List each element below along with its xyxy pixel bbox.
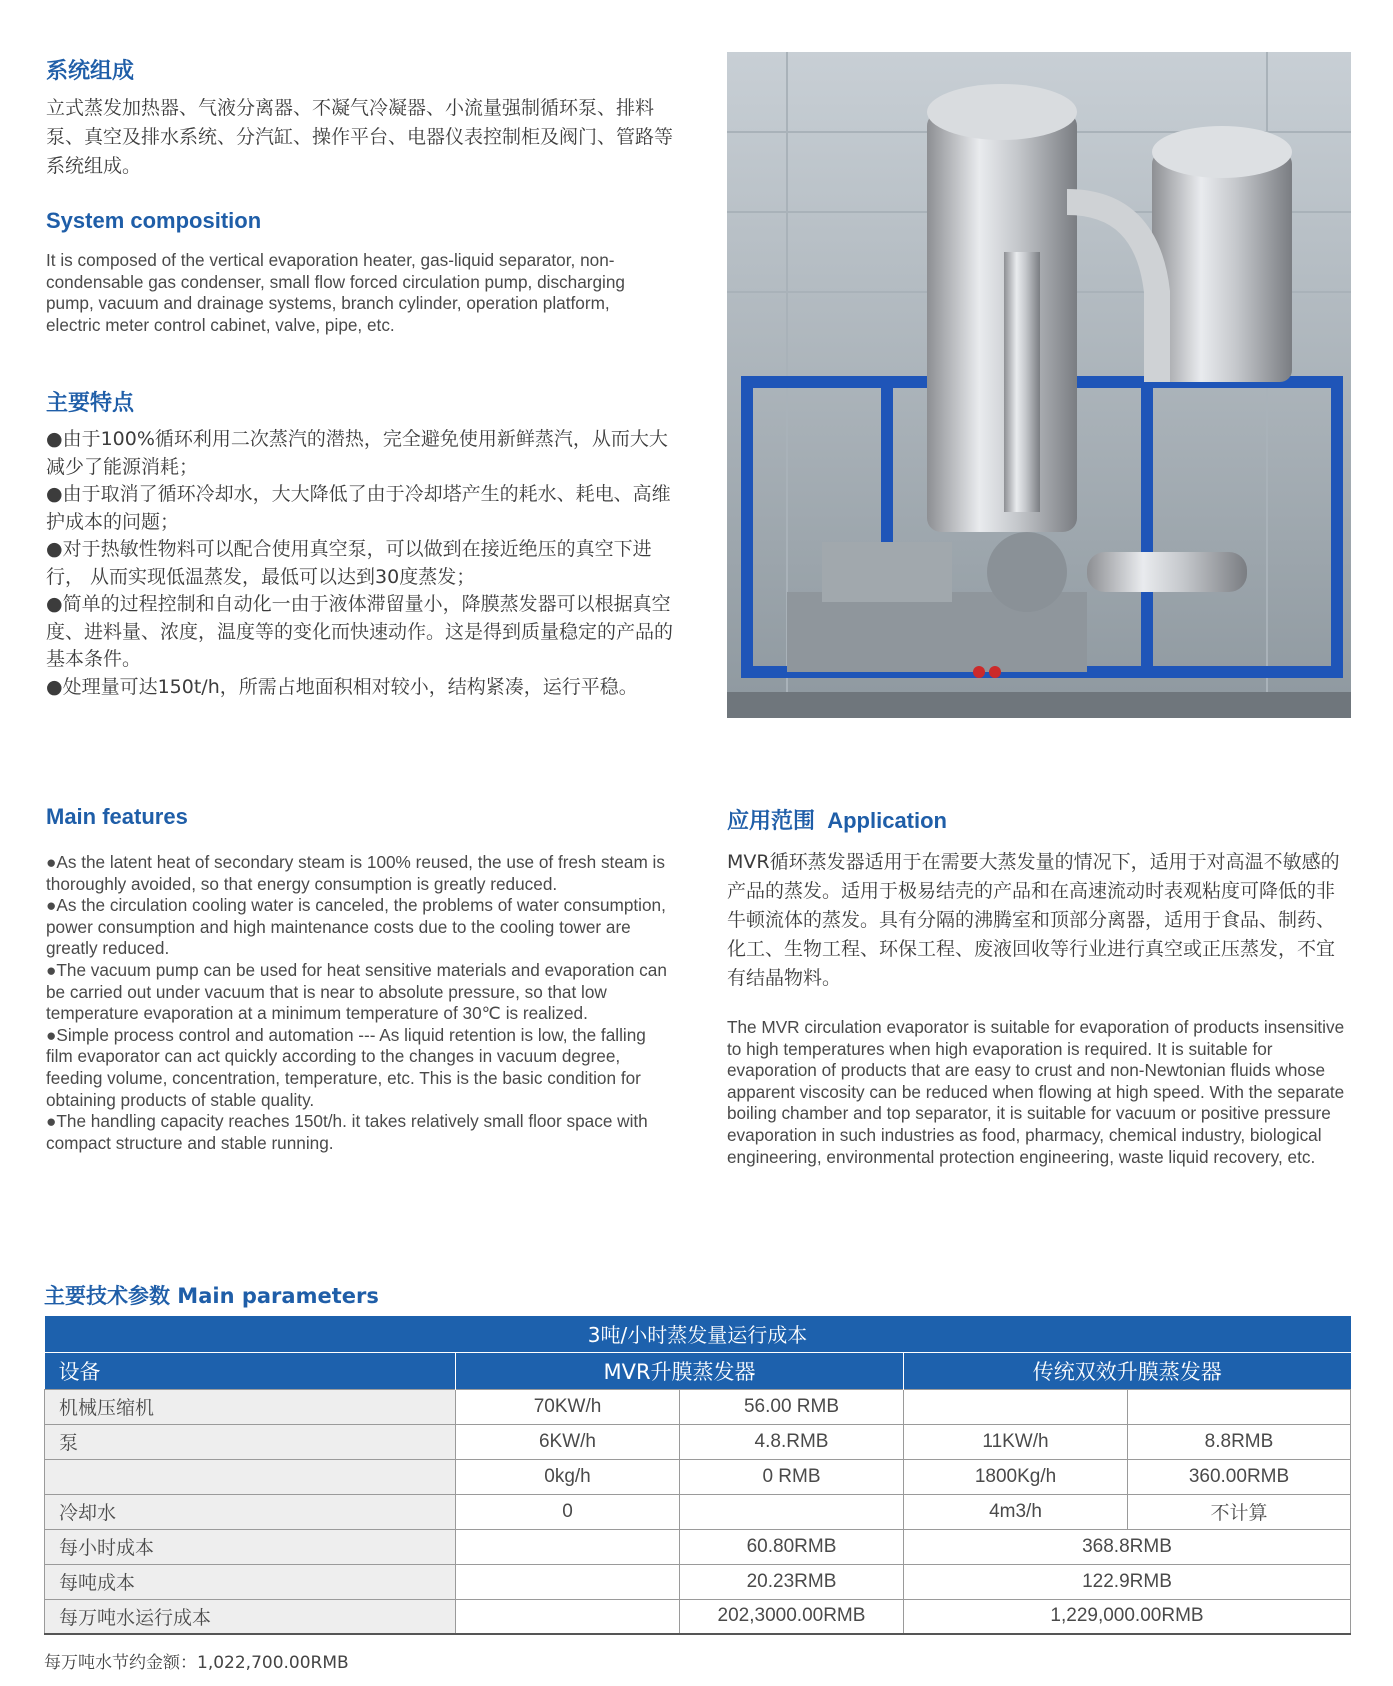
row-label: 机械压缩机 — [45, 1389, 456, 1424]
cell: 8.8RMB — [1128, 1424, 1351, 1459]
features-en-item: ●The vacuum pump can be used for heat sensitive materials and evaporation can be carried out under vacuum that is near to absolute pressure, so that low temperature evaporation at a minimum temperature of 30℃ is realized. — [46, 959, 667, 1024]
table-row — [45, 1529, 1351, 1564]
cell: 4m3/h — [904, 1494, 1128, 1529]
header-mvr: MVR升膜蒸发器 — [456, 1352, 904, 1389]
system-en-text: It is composed of the vertical evaporation heater, gas-liquid separator, non-condensable gas condenser, small flow forced circulation pump, discharging pump, vacuum and drainage systems, branch cylinder, operation platform, electric meter control cabinet, valve, pipe, etc. — [46, 250, 625, 335]
features-cn-item: ●由于取消了循环冷却水，大大降低了由于冷却塔产生的耗水、耗电、高维护成本的问题； — [46, 483, 671, 533]
features-en-list — [46, 852, 676, 1154]
table-caption: 3吨/小时蒸发量运行成本 — [45, 1316, 1351, 1352]
cell: 0kg/h — [456, 1459, 680, 1494]
evaporator-equipment-photo — [727, 52, 1351, 718]
cell: 不计算 — [1128, 1494, 1351, 1529]
row-label: 每吨成本 — [45, 1564, 456, 1599]
table-caption-row — [45, 1316, 1351, 1352]
table-row — [45, 1599, 1351, 1634]
cell — [680, 1494, 904, 1529]
cell: 56.00 RMB — [680, 1389, 904, 1424]
application-title: 应用范围 Application — [727, 808, 948, 833]
cell: 11KW/h — [904, 1424, 1128, 1459]
system-cn-text: 立式蒸发加热器、气液分离器、不凝气冷凝器、小流量强制循环泵、排料泵、真空及排水系统、分汽缸、操作平台、电器仪表控制柜及阀门、管路等系统组成。 — [46, 97, 674, 177]
system-cn-title: 系统组成 — [46, 59, 135, 84]
features-en-item: ●As the circulation cooling water is canceled, the problems of water consumption, power consumption and high maintenance costs due to the cooling tower are greatly reduced. — [46, 895, 666, 959]
cell: 368.8RMB — [904, 1529, 1351, 1564]
features-en-item: ●As the latent heat of secondary steam is 100% reused, the use of fresh steam is thoroughly avoided, so that energy consumption is greatly reduced. — [46, 852, 665, 894]
row-label: 泵 — [45, 1424, 456, 1459]
cell: 70KW/h — [456, 1389, 680, 1424]
features-en-title: Main features — [46, 804, 188, 829]
row-label: 每小时成本 — [45, 1529, 456, 1564]
cell — [456, 1599, 680, 1634]
parameters-table — [44, 1316, 1351, 1635]
table-row — [45, 1564, 1351, 1599]
table-header-row — [45, 1352, 1351, 1389]
table-row — [45, 1389, 1351, 1424]
header-traditional: 传统双效升膜蒸发器 — [904, 1352, 1351, 1389]
cell: 0 RMB — [680, 1459, 904, 1494]
savings-footnote: 每万吨水节约金额：1,022,700.00RMB — [44, 1653, 349, 1673]
cell: 60.80RMB — [680, 1529, 904, 1564]
row-label: 每万吨水运行成本 — [45, 1599, 456, 1634]
features-cn-item: ●由于100%循环利用二次蒸汽的潜热，完全避免使用新鲜蒸汽，从而大大减少了能源消耗； — [46, 428, 668, 478]
cell — [456, 1564, 680, 1599]
parameters-title: 主要技术参数 Main parameters — [44, 1284, 379, 1308]
cell: 0 — [456, 1494, 680, 1529]
features-en-item: ●Simple process control and automation --- As liquid retention is low, the falling film evaporator can act quickly according to the changes in vacuum degree, feeding volume, concentration, temperature, etc. This is the basic condition for obtaining products of stable quality. — [46, 1024, 646, 1110]
cell: 4.8.RMB — [680, 1424, 904, 1459]
table-row — [45, 1424, 1351, 1459]
cell: 122.9RMB — [904, 1564, 1351, 1599]
cell — [904, 1389, 1128, 1424]
row-label: 冷却水 — [45, 1494, 456, 1529]
features-cn-item: ●对于热敏性物料可以配合使用真空泵，可以做到在接近绝压的真空下进行， 从而实现低温蒸发，最低可以达到30度蒸发； — [46, 538, 652, 588]
cell: 6KW/h — [456, 1424, 680, 1459]
cell: 202,3000.00RMB — [680, 1599, 904, 1634]
application-cn-text: MVR循环蒸发器适用于在需要大蒸发量的情况下，适用于对高温不敏感的产品的蒸发。适用于极易结壳的产品和在高速流动时表观粘度可降低的非牛顿流体的蒸发。具有分隔的沸腾室和顶部分离器，适用于食品、制药、化工、生物工程、环保工程、废液回收等行业进行真空或正压蒸发，不宜有结晶物料。 — [727, 851, 1340, 989]
features-cn-item: ●处理量可达150t/h，所需占地面积相对较小，结构紧凑，运行平稳。 — [46, 675, 638, 698]
evaporator-illustration — [727, 52, 1351, 718]
cell: 360.00RMB — [1128, 1459, 1351, 1494]
application-en-text: The MVR circulation evaporator is suitable for evaporation of products insensitive to high temperatures when high evaporation is required. It is suitable for evaporation of products that are easy to crust and non-Newtonian fluids whose apparent viscosity can be reduced when flowing at high speed. With the separate boiling chamber and top separator, it is suitable for vacuum or positive pressure evaporation in such industries as food, pharmacy, chemical industry, biological engineering, environmental protection engineering, waste liquid recovery, etc. — [727, 1017, 1345, 1167]
table-row — [45, 1459, 1351, 1494]
cell — [1128, 1389, 1351, 1424]
cell: 20.23RMB — [680, 1564, 904, 1599]
features-cn-list — [46, 426, 686, 701]
table-row — [45, 1494, 1351, 1529]
cell — [456, 1529, 680, 1564]
features-cn-title: 主要特点 — [46, 391, 135, 416]
system-en-title: System composition — [46, 208, 262, 233]
row-label — [45, 1459, 456, 1494]
features-en-item: ●The handling capacity reaches 150t/h. it takes relatively small floor space with compact structure and stable running. — [46, 1111, 648, 1153]
features-cn-item: ●简单的过程控制和自动化一由于液体滞留量小，降膜蒸发器可以根据真空度、进料量、浓度，温度等的变化而快速动作。这是得到质量稳定的产品的基本条件。 — [46, 593, 674, 670]
cell: 1800Kg/h — [904, 1459, 1128, 1494]
cell: 1,229,000.00RMB — [904, 1599, 1351, 1634]
header-equipment: 设备 — [45, 1352, 456, 1389]
